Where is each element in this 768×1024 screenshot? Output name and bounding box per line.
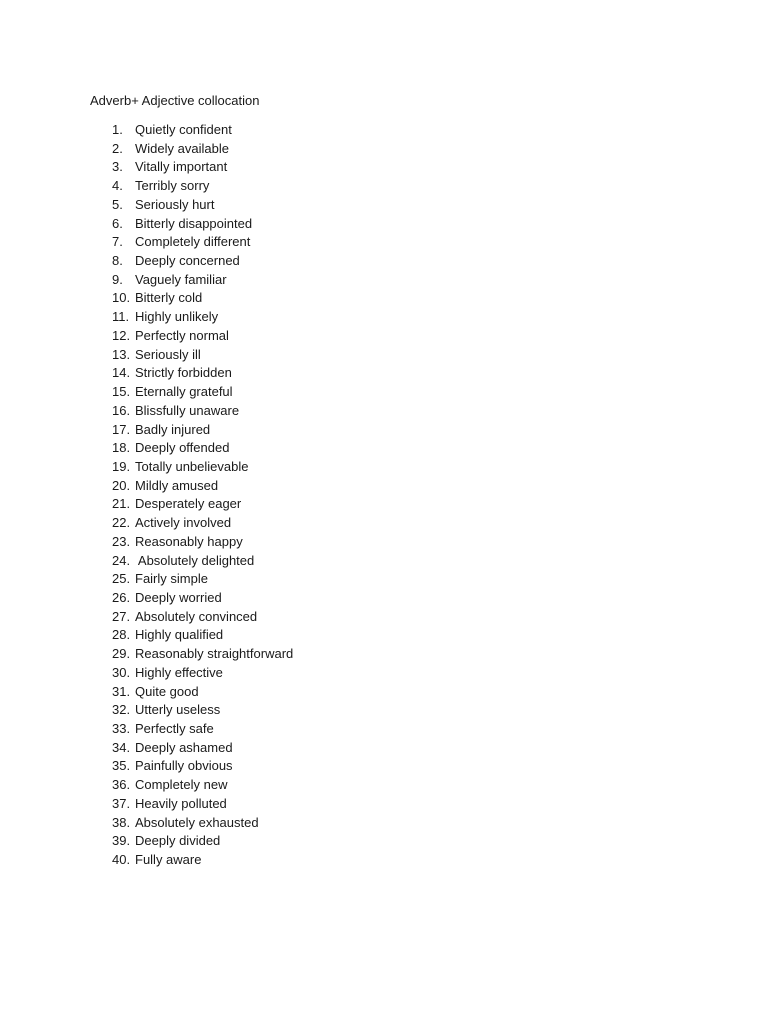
list-item-number: 33. xyxy=(112,721,131,736)
list-item-text: Bitterly cold xyxy=(135,290,203,306)
list-item-text: Deeply divided xyxy=(135,833,221,849)
list-item-text: Deeply offended xyxy=(135,440,230,456)
list-item-number: 26. xyxy=(112,589,131,605)
list-item-text: Highly unlikely xyxy=(135,309,219,325)
list-item-number: 29. xyxy=(112,646,131,662)
list-item-number: 25. xyxy=(112,571,131,587)
document-title: Adverb+ Adjective collocation xyxy=(90,93,260,108)
list-item-number: 14. xyxy=(112,365,131,381)
list-item-number: 5. xyxy=(112,196,123,212)
list-item-text: Badly injured xyxy=(135,421,211,437)
list-item-number: 18. xyxy=(112,440,131,456)
list-item-text: Fairly simple xyxy=(135,571,208,587)
list-item-text: Desperately eager xyxy=(135,496,242,512)
list-item-number: 31. xyxy=(112,683,131,699)
list-item-number: 6. xyxy=(112,215,123,231)
list-item-number: 39. xyxy=(112,833,131,849)
list-item-number: 16. xyxy=(112,402,131,418)
list-item-text: Deeply ashamed xyxy=(135,739,233,755)
list-item-number: 38. xyxy=(112,814,131,830)
list-item-number: 11. xyxy=(112,309,130,325)
list-item-text: Deeply concerned xyxy=(135,253,240,269)
list-item-number: 15. xyxy=(112,384,131,400)
list-item-number: 27. xyxy=(112,608,131,624)
list-item-number: 10. xyxy=(112,290,131,306)
list-item-text: Vaguely familiar xyxy=(135,271,227,287)
list-item-text: Deeply worried xyxy=(135,589,222,605)
list-item-number: 7. xyxy=(112,234,123,250)
list-item-number: 30. xyxy=(112,664,131,680)
list-item-number: 23. xyxy=(112,533,131,549)
list-item-text: Bitterly disappointed xyxy=(135,215,253,231)
list-item-text: Completely different xyxy=(135,234,251,250)
list-item-number: 12. xyxy=(112,327,131,343)
list-item-text: Perfectly normal xyxy=(135,327,229,343)
list-item-number: 17. xyxy=(112,421,131,437)
list-item-text: Strictly forbidden xyxy=(135,365,232,381)
list-item-text: Utterly useless xyxy=(135,702,221,718)
list-item-text: Vitally important xyxy=(135,159,228,175)
list-item-text: Seriously ill xyxy=(135,346,201,362)
list-item-number: 1. xyxy=(112,122,123,137)
list-item-text: Quite good xyxy=(135,683,199,699)
list-item-number: 22. xyxy=(112,515,131,531)
list-item-number: 24. xyxy=(112,552,131,568)
list-item-number: 35. xyxy=(112,758,131,774)
list-item-number: 4. xyxy=(112,178,123,194)
list-item-text: Reasonably happy xyxy=(135,533,243,549)
list-item-text: Reasonably straightforward xyxy=(135,646,294,662)
list-item-number: 21. xyxy=(112,496,131,512)
list-item-text: Completely new xyxy=(135,777,228,793)
list-item-text: Heavily polluted xyxy=(135,795,227,811)
list-item-text: Widely available xyxy=(135,140,229,156)
list-item-number: 3. xyxy=(112,159,123,175)
list-item-text: Highly qualified xyxy=(135,627,224,643)
list-item-text: Mildly amused xyxy=(135,477,219,493)
list-item-text: Highly effective xyxy=(135,664,223,680)
list-item-number: 36. xyxy=(112,777,131,793)
list-item-text: Quietly confident xyxy=(135,122,232,137)
list-item-number: 19. xyxy=(112,458,131,474)
list-item-text: Terribly sorry xyxy=(135,178,210,194)
list-item-text: Seriously hurt xyxy=(135,196,215,212)
list-item-number: 34. xyxy=(112,739,131,755)
list-item-text: Absolutely convinced xyxy=(135,608,258,624)
list-item-text: Totally unbelievable xyxy=(135,458,249,474)
list-item-text: Actively involved xyxy=(135,515,232,531)
list-item-text: Fully aware xyxy=(135,852,202,868)
list-item-text: Perfectly safe xyxy=(135,721,214,736)
list-item-number: 9. xyxy=(112,271,123,287)
list-item-number: 13. xyxy=(112,346,131,362)
list-item-text: Eternally grateful xyxy=(135,384,233,400)
list-item-text: Blissfully unaware xyxy=(135,402,240,418)
list-item-number: 20. xyxy=(112,477,131,493)
list-item-text: Absolutely delighted xyxy=(135,552,255,568)
list-item-text: Absolutely exhausted xyxy=(135,814,259,830)
list-item-number: 40. xyxy=(112,852,131,868)
list-item-number: 32. xyxy=(112,702,131,718)
list-item-text: Painfully obvious xyxy=(135,758,233,774)
list-item-number: 8. xyxy=(112,253,123,269)
list-item-number: 37. xyxy=(112,795,131,811)
list-item-number: 28. xyxy=(112,627,131,643)
list-item-number: 2. xyxy=(112,140,123,156)
